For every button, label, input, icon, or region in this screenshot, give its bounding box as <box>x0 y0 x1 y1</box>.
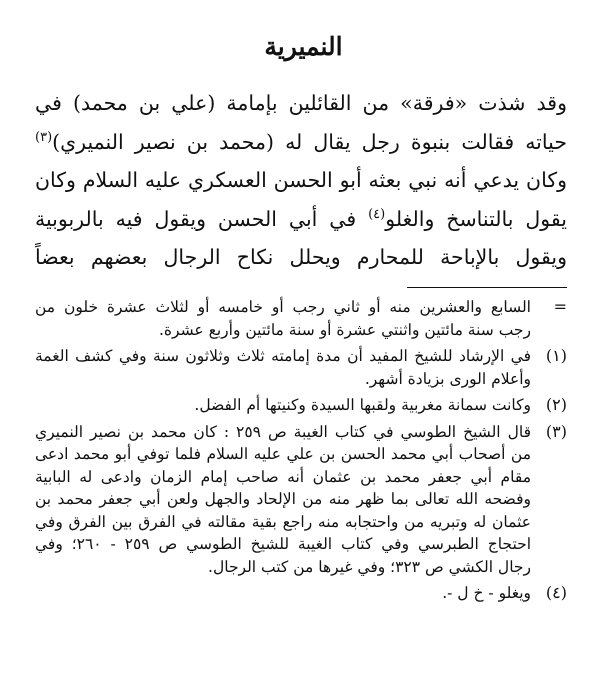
footnote-line: من أصحاب أبي محمد الحسن بن علي عليه السلام فلما توفي أبو محمد ادعى <box>35 445 531 463</box>
footnotes <box>35 296 567 605</box>
footnote-line: وأعلام الورى بزيادة أشهر. <box>364 369 531 388</box>
main-line <box>35 123 567 162</box>
footnote-marker: (٢) <box>545 395 567 414</box>
main-line <box>35 84 567 123</box>
footnote-line: رجب سنة مائتين واثنتي عشرة أو سنة مائتين وأربع عشرة. <box>159 320 531 339</box>
footnote-marker: (٣) <box>545 421 567 441</box>
footnote-ref-4: (٤) <box>368 206 386 222</box>
page-title: النميرية <box>264 32 343 61</box>
footnote-marker: = <box>553 297 567 316</box>
footnote-marker: (١) <box>545 346 567 365</box>
footnote-marker: (٤) <box>545 583 567 602</box>
main-line <box>35 238 567 277</box>
footnote-ref-3: (٣) <box>35 129 53 145</box>
footnote-line: عثمان له وتبريه من واحتجابه منه راجع بقية مقالته في الفرق بين الفرق وفي <box>35 512 531 531</box>
footnote-4 <box>35 582 567 605</box>
main-line-text: في أبي الحسن ويقول فيه بالربوبية <box>35 206 357 231</box>
main-line-text: حياته فقالت بنبوة رجل يقال له (محمد بن نصير النميري) <box>52 129 567 154</box>
footnote-2 <box>35 394 567 417</box>
footnote-line: في الإرشاد للشيخ المفيد أن مدة إمامته ثلاث وثلاثون سنة وفي كشف الغمة <box>35 347 531 365</box>
footnote-divider <box>407 287 567 288</box>
footnote-line: رجال الكشي ص ٣٢٣؛ وفي غيرها من كتب الرجال. <box>208 557 531 576</box>
footnote-line: وفضحه الله تعالى بما ظهر منه من الإلحاد والجهل ولعن أبي جعفر محمد بن <box>35 490 531 508</box>
footnote-continuation <box>35 296 567 341</box>
footnote-line: السابع والعشرين منه أو ثاني رجب أو خامسه أو لثلاث عشرة خلون من <box>35 298 531 316</box>
main-text <box>35 84 567 277</box>
footnote-3 <box>35 421 567 579</box>
main-line-text: ويقول بالإباحة للمحارم ويحلل نكاح الرجال بعضهم بعضاً <box>35 245 567 269</box>
footnote-1 <box>35 345 567 390</box>
main-line-text: وقد شذت «فرقة» من القائلين بإمامة (علي بن محمد) في <box>35 91 567 115</box>
main-line-text: يقول بالتناسخ والغلو <box>385 206 567 231</box>
footnote-line: مقام أبي جعفر محمد بن عثمان أنه صاحب إمام الزمان وادعى له البابية <box>35 467 531 486</box>
main-line-text: وكان يدعي أنه نبي بعثه أبو الحسن العسكري عليه السلام وكان <box>35 168 567 192</box>
footnote-line: وكانت سمانة مغربية ولقبها السيدة وكنيتها أم الفضل. <box>194 396 531 414</box>
footnote-line: قال الشيخ الطوسي في كتاب الغيبة ص ٢٥٩ : كان محمد بن نصير النميري <box>35 422 531 441</box>
main-line <box>35 161 567 200</box>
main-line <box>35 200 567 239</box>
footnote-line: ويغلو - خ ل -. <box>442 584 531 602</box>
footnote-line: احتجاج الطبرسي وفي كتاب الغيبة للشيخ الطوسي ص ٢٥٩ - ٢٦٠؛ وفي <box>35 535 532 553</box>
